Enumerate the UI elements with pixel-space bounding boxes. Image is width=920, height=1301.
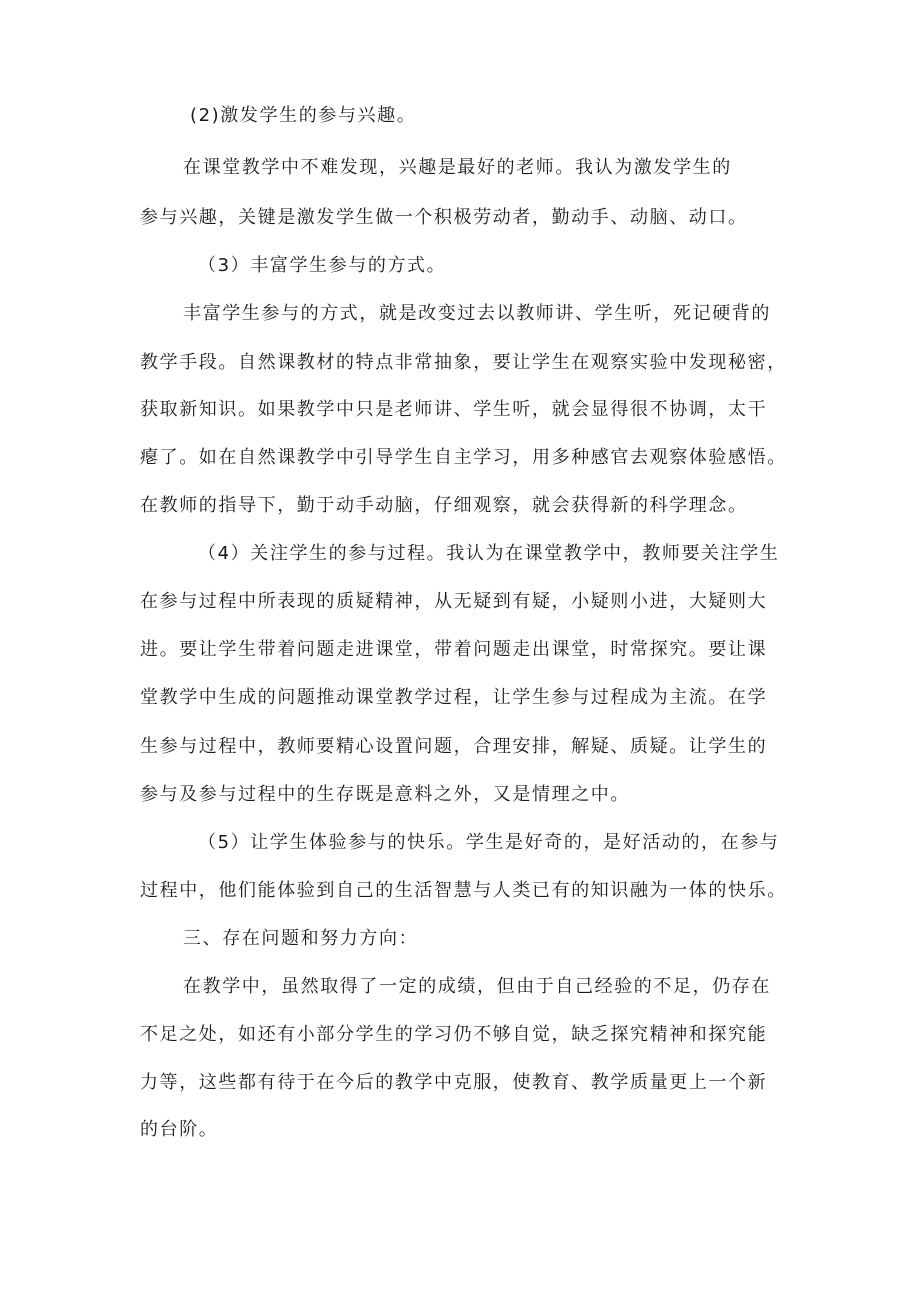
heading-part-3: 三、存在问题和努力方向： [183, 928, 419, 949]
heading-section-3: （3）丰富学生参与的方式。 [198, 255, 447, 276]
paragraph-line: 的台阶。 [140, 1119, 219, 1140]
paragraph-line-section-5: （5）让学生体验参与的快乐。学生是好奇的，是好活动的，在参与 [198, 832, 780, 853]
paragraph-line: 瘪了。如在自然课教学中引导学生自主学习，用多种感官去观察体验感悟。 [140, 447, 787, 468]
paragraph-line: 参与兴趣，关键是激发学生做一个积极劳动者，勤动手、动脑、动口。 [140, 207, 748, 228]
paragraph-line: 参与及参与过程中的生存既是意料之外，又是情理之中。 [140, 784, 630, 805]
paragraph-line: 过程中，他们能体验到自己的生活智慧与人类已有的知识融为一体的快乐。 [140, 880, 787, 901]
paragraph-line: 丰富学生参与的方式，就是改变过去以教师讲、学生听，死记硬背的 [183, 303, 771, 324]
paragraph-line: 在教师的指导下，勤于动手动脑，仔细观察，就会获得新的科学理念。 [140, 495, 748, 516]
paragraph-line: 生参与过程中，教师要精心设置问题，合理安排，解疑、质疑。让学生的 [140, 736, 768, 757]
heading-section-2: (2)激发学生的参与兴趣。 [190, 105, 417, 126]
paragraph-line: 在课堂教学中不难发现，兴趣是最好的老师。我认为激发学生的 [183, 157, 732, 178]
paragraph-line: 在参与过程中所表现的质疑精神，从无疑到有疑，小疑则小进，大疑则大 [140, 591, 768, 612]
paragraph-line: 教学手段。自然课教材的特点非常抽象，要让学生在观察实验中发现秘密， [140, 352, 787, 373]
paragraph-line: 进。要让学生带着问题走进课堂，带着问题走出课堂，时常探究。要让课 [140, 639, 768, 660]
paragraph-line: 获取新知识。如果教学中只是老师讲、学生听，就会显得很不协调，太干 [140, 399, 768, 420]
paragraph-line: 在教学中，虽然取得了一定的成绩，但由于自己经验的不足，仍存在 [183, 976, 771, 997]
paragraph-line-section-4: （4）关注学生的参与过程。我认为在课堂教学中，教师要关注学生 [198, 543, 780, 564]
paragraph-line: 堂教学中生成的问题推动课堂教学过程，让学生参与过程成为主流。在学 [140, 687, 768, 708]
paragraph-line: 不足之处，如还有小部分学生的学习仍不够自觉，缺乏探究精神和探究能 [140, 1024, 768, 1045]
paragraph-line: 力等，这些都有待于在今后的教学中克服，使教育、教学质量更上一个新 [140, 1072, 768, 1093]
